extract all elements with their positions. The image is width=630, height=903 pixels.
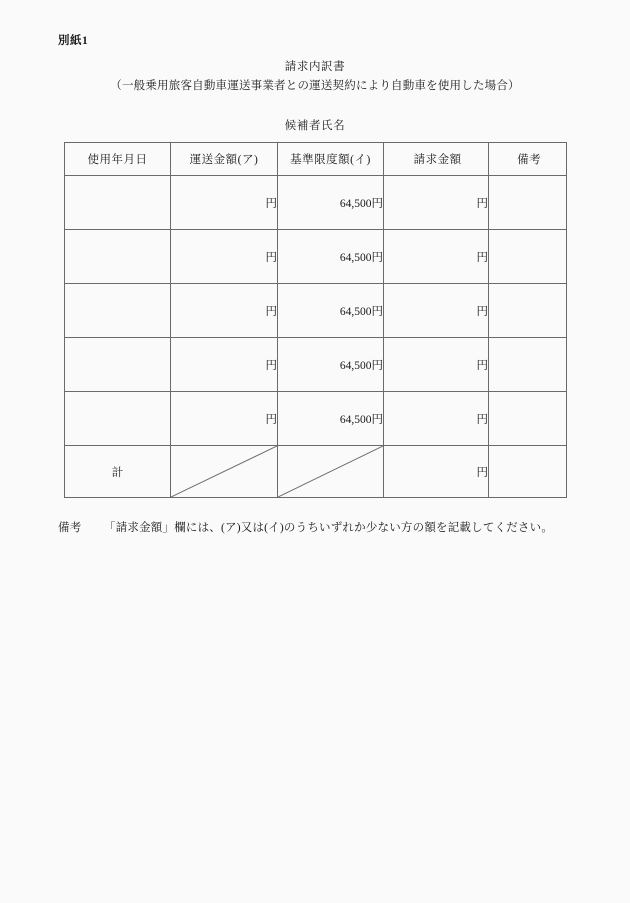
cell-standard-limit: 64,500円 — [278, 176, 384, 230]
footer-note-label: 備考 — [58, 522, 82, 534]
cell-claim-amount[interactable]: 円 — [384, 392, 489, 446]
column-header-claim-amount: 請求金額 — [384, 143, 489, 176]
cell-total-standard-limit-struck — [278, 446, 384, 498]
cell-date[interactable] — [65, 392, 171, 446]
cell-total-label: 計 — [65, 446, 171, 498]
cell-transport-amount[interactable]: 円 — [171, 176, 278, 230]
claim-table — [64, 142, 567, 498]
cell-standard-limit: 64,500円 — [278, 338, 384, 392]
cell-total-remarks[interactable] — [489, 446, 567, 498]
cell-remarks[interactable] — [489, 176, 567, 230]
cell-claim-amount[interactable]: 円 — [384, 176, 489, 230]
document-title: 請求内訳書 — [284, 61, 346, 73]
cell-date[interactable] — [65, 230, 171, 284]
diagonal-strike-icon — [278, 446, 383, 497]
cell-standard-limit: 64,500円 — [278, 392, 384, 446]
footer-note — [58, 519, 553, 535]
cell-transport-amount[interactable]: 円 — [171, 338, 278, 392]
document-subtitle: （一般乗用旅客自動車運送事業者との運送契約により自動車を使用した場合） — [110, 80, 520, 92]
column-header-standard-limit: 基準限度額(イ) — [278, 143, 384, 176]
document-label: 別紙1 — [58, 35, 89, 47]
cell-total-transport-amount-struck — [171, 446, 278, 498]
table-row — [65, 284, 567, 338]
column-header-remarks: 備考 — [489, 143, 567, 176]
column-header-transport-amount: 運送金額(ア) — [171, 143, 278, 176]
cell-remarks[interactable] — [489, 230, 567, 284]
table-header-row — [65, 143, 567, 176]
table-total-row — [65, 446, 567, 498]
table-row — [65, 230, 567, 284]
cell-claim-amount[interactable]: 円 — [384, 338, 489, 392]
title-block — [0, 58, 630, 96]
cell-date[interactable] — [65, 338, 171, 392]
cell-date[interactable] — [65, 284, 171, 338]
cell-remarks[interactable] — [489, 392, 567, 446]
cell-standard-limit: 64,500円 — [278, 284, 384, 338]
cell-transport-amount[interactable]: 円 — [171, 392, 278, 446]
cell-remarks[interactable] — [489, 338, 567, 392]
cell-remarks[interactable] — [489, 284, 567, 338]
table-row — [65, 338, 567, 392]
cell-claim-amount[interactable]: 円 — [384, 230, 489, 284]
cell-transport-amount[interactable]: 円 — [171, 284, 278, 338]
footer-note-text: 「請求金額」欄には、(ア)又は(イ)のうちいずれか少ない方の額を記載してください。 — [104, 522, 554, 534]
candidate-name-label: 候補者氏名 — [284, 120, 346, 132]
cell-standard-limit: 64,500円 — [278, 230, 384, 284]
table-row — [65, 176, 567, 230]
diagonal-strike-icon — [171, 446, 277, 497]
cell-claim-amount[interactable]: 円 — [384, 284, 489, 338]
table-row — [65, 392, 567, 446]
cell-total-claim-amount[interactable]: 円 — [384, 446, 489, 498]
cell-date[interactable] — [65, 176, 171, 230]
cell-transport-amount[interactable]: 円 — [171, 230, 278, 284]
column-header-date: 使用年月日 — [65, 143, 171, 176]
claim-table-container — [64, 142, 566, 498]
